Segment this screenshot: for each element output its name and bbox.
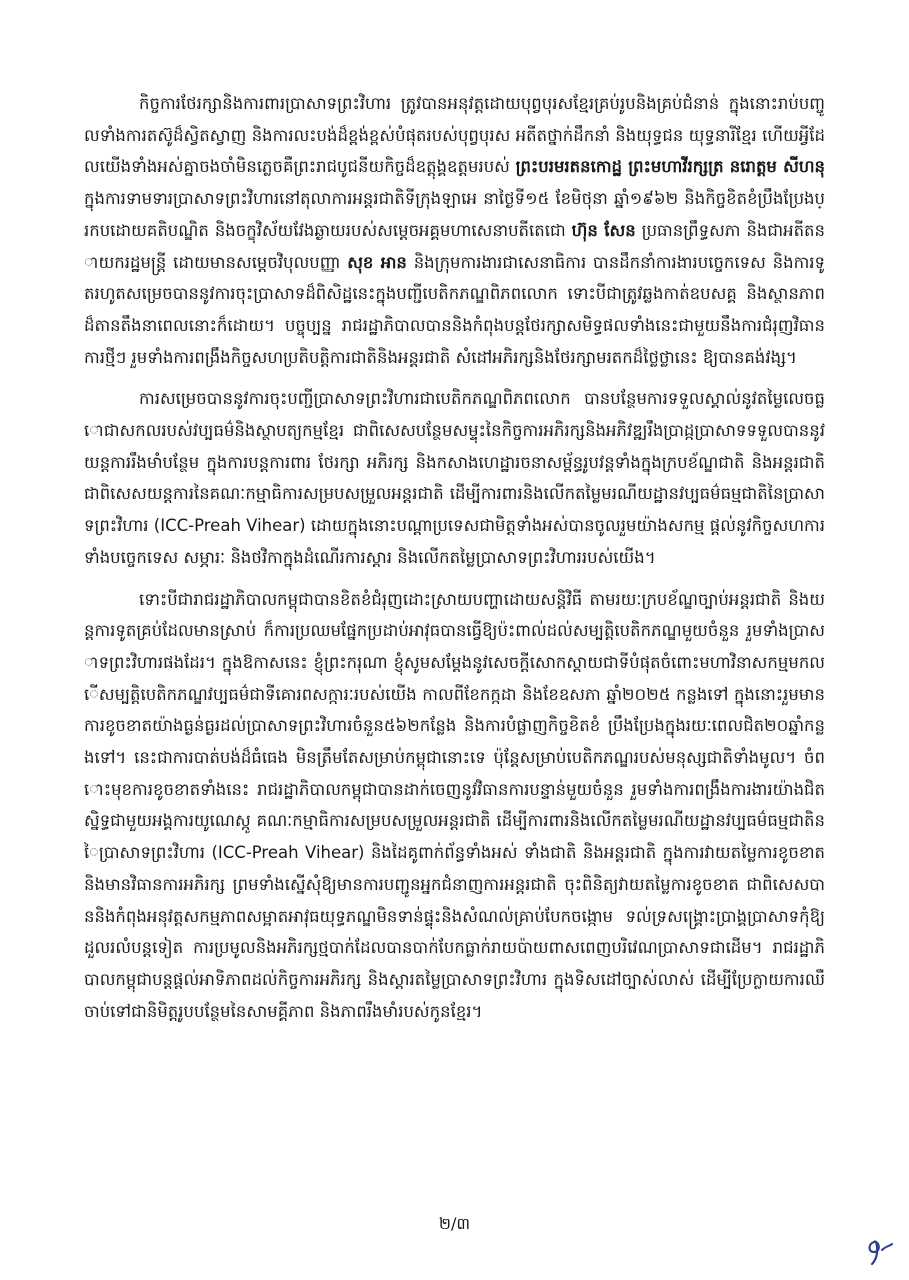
paragraph-1-text-3: ប្រធានព្រឹទ្ធសភា និងជាអតីតនាយករដ្ឋមន្ត្រី ដោយមានសម្ដេចវិបុលបញ្ញា — [84, 220, 826, 272]
page-number: ២/៣ — [438, 1214, 471, 1233]
paragraph-1-name-king: ព្រះបរមរតនកោដ្ឋ ព្រះមហាវីរក្សត្រ នរោត្តម សីហនុ — [515, 157, 825, 177]
paragraph-1-text-4: និងក្រុមការងារជាសេនាធិការ បានដឹកនាំការងារបច្ចេកទេស និងការទូតរហូតសម្រេចបាននូវការចុះប្រាសាទដ៏ពិសិដ្ឋនេះក្នុងបញ្ជីបេតិកភណ្ឌពិភពលោក ទោះបីជាត្រូវឆ្លងកាត់ឧបសគ្គ និងស្ថានភាពដ៏តានតឹងនាពេលនោះក៏ដោយ។ បច្ចុប្បន្ន រាជរដ្ឋាភិបាលបាននិងកំពុងបន្តថែរក្សាសមិទ្ធផលទាំងនេះជាមួយនឹងការជំរុញវិធានការថ្មីៗ រួមទាំងការពង្រឹងកិច្ចសហប្រតិបត្តិការជាតិនិងអន្តរជាតិ សំដៅអភិរក្សនិងថែរក្សាមរតកដ៏ថ្លៃថ្លានេះ ឱ្យបានគង់វង្ស។ — [84, 252, 825, 367]
paragraph-2-text: ការសម្រេចបាននូវការចុះបញ្ជីប្រាសាទព្រះវិហារជាបេតិកភណ្ឌពិភពលោក បានបន្ថែមការទទួលស្គាល់នូវតម្លៃលេចធ្លោជាសកលរបស់វប្បធម៌និងស្ថាបត្យកម្មខ្មែរ ជាពិសេសបន្ថែមសម្ទុះនៃកិច្ចការអភិរក្សនិងអភិវឌ្ឍរឹងប្រាដ្កប្រាសាទទទួលបាននូវយន្តការរឹងមាំបន្ថែម ក្នុងការបន្តការពារ ថែរក្សា អភិរក្ស និងកសាងហេដ្ឋារចនាសម្ព័ន្ធរូបវន្តទាំងក្នុងក្របខ័ណ្ឌជាតិ និងអន្តរជាតិ ជាពិសេសយន្តការនៃគណៈកម្មាធិការសម្របសម្រួលអន្តរជាតិ ដើម្បីការពារនិងលើកតម្លៃមរណីយដ្ឋានវប្បធម៌ធម្មជាតិនៃប្រាសាទព្រះវិហារ (ICC-Preah Vihear) ដោយក្នុងនោះបណ្ដាប្រទេសជាមិត្តទាំងអស់បានចូលរួមយ៉ាងសកម្ម ផ្ដល់នូវកិច្ចសហការទាំងបច្ចេកទេស សម្ភារៈ និងថវិកាក្នុងដំណើរការស្ដារ និងលើកតម្លៃប្រាសាទព្រះវិហាររបស់យើង។ — [84, 389, 825, 567]
paragraph-3-text: ទោះបីជារាជរដ្ឋាភិបាលកម្ពុជាបានខិតខំជំរុញដោះស្រាយបញ្ហាដោយសន្តិវិធី តាមរយៈក្របខ័ណ្ឌច្បាប់អន្តរជាតិ និងយន្តការទូតគ្រប់ដែលមានស្រាប់ ក៏ការប្រឈមផ្នែកប្រដាប់អាវុធបានធ្វើឱ្យប៉ះពាល់ដល់សម្បត្តិបេតិកភណ្ឌមួយចំនួន រួមទាំងប្រាសាទព្រះវិហារផងដែរ។ ក្នុងឱកាសនេះ ខ្ញុំព្រះករុណា ខ្ញុំសូមសម្ដែងនូវសេចក្ដីសោកស្ដាយជាទីបំផុតចំពោះមហាវិនាសកម្មមកលើសម្បត្តិបេតិកភណ្ឌវប្បធម៌ជាទីគោរពសក្ការៈរបស់យើង កាលពីខែកក្កដា និងខែឧសភា ឆ្នាំ២០២៥ កន្លងទៅ ក្នុងនោះរួមមានការខូចខាតយ៉ាងធ្ងន់ធ្ងរដល់ប្រាសាទព្រះវិហារចំនួន៥៦២កន្លែង និងការបំផ្លាញកិច្ចខិតខំ ប្រឹងប្រែងក្នុងរយៈពេលជិត២០ឆ្នាំកន្លងទៅ។ នេះជាការបាត់បង់ដ៏ធំធេង មិនត្រឹមតែសម្រាប់កម្ពុជានោះទេ ប៉ុន្តែសម្រាប់បេតិកភណ្ឌរបស់មនុស្សជាតិទាំងមូល។ ចំពោះមុខការខូចខាតទាំងនេះ រាជរដ្ឋាភិបាលកម្ពុជាបានដាក់ចេញនូវវិធានការបន្ទាន់មួយចំនួន រួមទាំងការពង្រឹងការងារយ៉ាងជិតស្និទ្ធជាមួយអង្គការយូណេស្កូ គណៈកម្មាធិការសម្របសម្រួលអន្តរជាតិ ដើម្បីការពារនិងលើកតម្លៃមរណីយដ្ឋានវប្បធម៌ធម្មជាតិនៃប្រាសាទព្រះវិហារ (ICC-Preah Vihear) និងដៃគូពាក់ព័ន្ធទាំងអស់ ទាំងជាតិ និងអន្តរជាតិ ក្នុងការវាយតម្លៃការខូចខាត និងមានវិធានការអភិរក្ស ព្រមទាំងស្នើសុំឱ្យមានការបញ្ជូនអ្នកជំនាញការអន្តរជាតិ ចុះពិនិត្យវាយតម្លៃការខូចខាត ជាពិសេសបាននិងកំពុងអនុវត្តសកម្មភាពសម្អាតអាវុធយុទ្ធភណ្ឌមិនទាន់ផ្ទុះនិងសំណល់គ្រាប់បែកចង្កោម ទល់ទ្រសង្គ្រោះប្រាង្គប្រាសាទកុំឱ្យដួលរលំបន្តទៀត ការប្រមូលនិងអភិរក្សថ្មបាក់ដែលបានបាក់បែកធ្លាក់រាយប៉ាយពាសពេញបរិវេណប្រាសាទជាដើម។ រាជរដ្ឋាភិបាលកម្ពុជាបន្តផ្ដល់អាទិភាពដល់កិច្ចការអភិរក្ស និងស្ដារតម្លៃប្រាសាទព្រះវិហារ ក្នុងទិសដៅច្បាស់លាស់ ដើម្បីប្រែក្លាយការឈឺចាប់ទៅជានិមិត្តរូបបន្ថែមនៃសាមគ្គីភាព និងភាពរឹងមាំរបស់កូនខ្មែរ។ — [84, 589, 825, 1021]
paragraph-1-name-sok-an: សុខ អាន — [347, 252, 407, 272]
paragraph-3 — [84, 584, 825, 1028]
paragraph-1-text-1: កិច្ចការថែរក្សានិងការពារប្រាសាទព្រះវិហារ ត្រូវបានអនុវត្តដោយបុព្វបុរសខ្មែរគ្រប់រូបនិងគ្រប់ជំនាន់ ក្នុងនោះរាប់បញ្ចូលទាំងការតស៊ូដ៏ស្វិតស្វាញ និងការលះបង់ដ៏ខ្ពង់ខ្ពស់បំផុតរបស់បុព្វបុរស អតីតថ្នាក់ដឹកនាំ និងយុទ្ធជន យុទ្ធនារីខ្មែរ ហើយអ្វីដែលយើងទាំងអស់គ្នាចងចាំមិនភ្លេចគឺព្រះរាជបូជនីយកិច្ចដ៏ឧត្តុង្គឧត្តមរបស់ — [84, 94, 825, 177]
paragraph-1-text-2: ក្នុងការទាមទារប្រាសាទព្រះវិហារនៅតុលាការអន្តរជាតិទីក្រុងឡាអេ នាថ្ងៃទី១៥ ខែមិថុនា ឆ្នាំ១៩៦២ និងកិច្ចខិតខំប្រឹងប្រែងប្រកបដោយគតិបណ្ឌិត និងចក្ខុវិស័យវែងឆ្ងាយរបស់សម្ដេចអគ្គមហាសេនាបតីតេជោ — [84, 189, 825, 240]
paragraph-2 — [84, 383, 825, 573]
handwritten-initial-mark — [864, 1236, 896, 1268]
document-body — [84, 88, 825, 1037]
paragraph-1-name-hun-sen: ហ៊ុន សែន — [571, 220, 636, 240]
paragraph-1 — [84, 88, 825, 373]
